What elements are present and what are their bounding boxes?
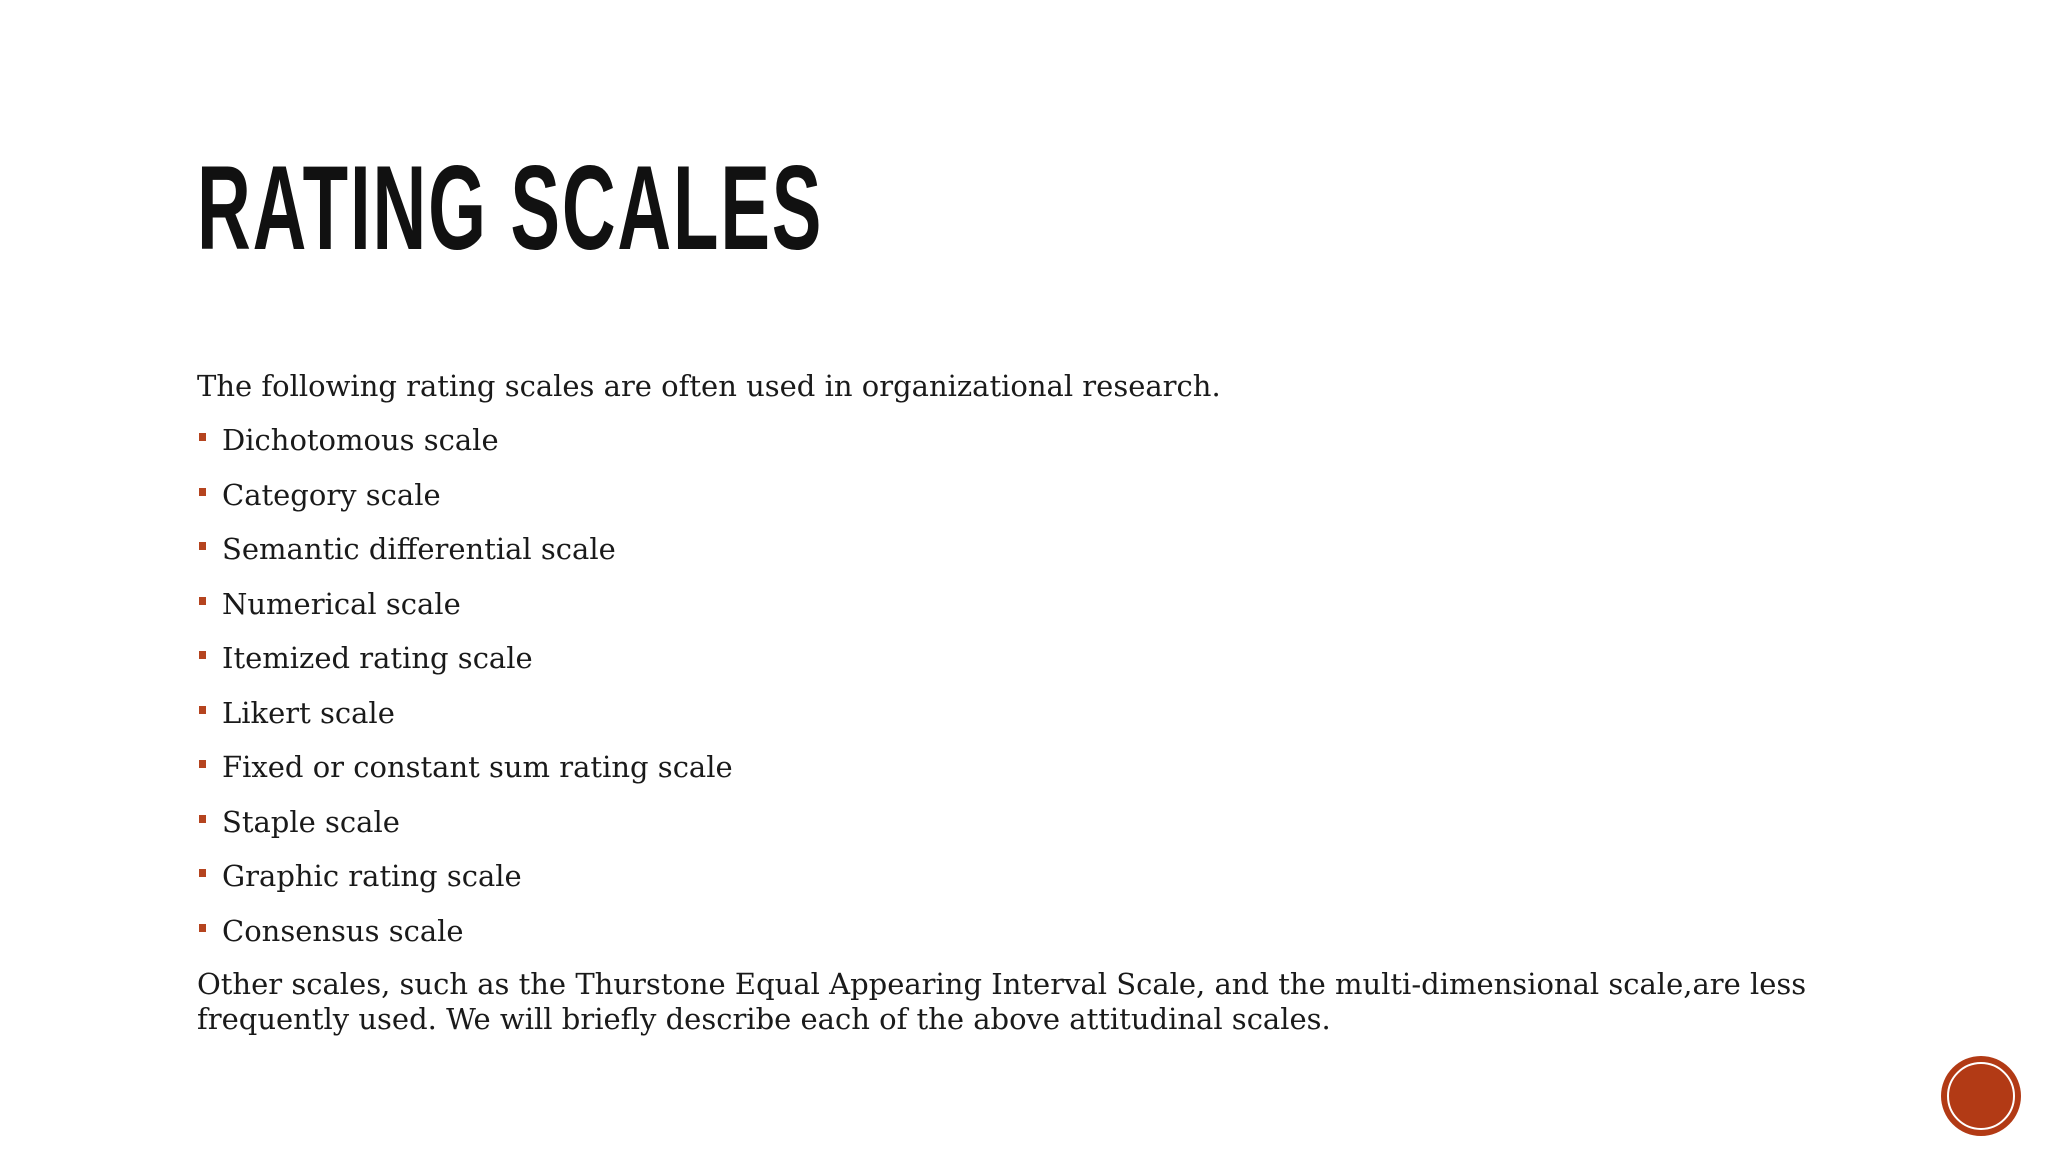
square-bullet-icon bbox=[199, 815, 206, 823]
bullet-list bbox=[197, 420, 1837, 965]
slide-body bbox=[197, 366, 1837, 1037]
bullet-text: Numerical scale bbox=[222, 586, 461, 621]
square-bullet-icon bbox=[199, 869, 206, 877]
bullet-text: Category scale bbox=[222, 477, 441, 512]
bullet-text: Staple scale bbox=[222, 804, 400, 839]
circle-nav-button-icon[interactable] bbox=[1943, 1058, 2019, 1134]
square-bullet-icon bbox=[199, 488, 206, 496]
bullet-text: Itemized rating scale bbox=[222, 641, 533, 675]
square-bullet-icon bbox=[199, 651, 206, 659]
bullet-text: Likert scale bbox=[222, 695, 395, 730]
list-item bbox=[197, 802, 1837, 857]
square-bullet-icon bbox=[199, 760, 206, 768]
list-item bbox=[197, 856, 1837, 911]
list-item bbox=[197, 638, 1837, 693]
square-bullet-icon bbox=[199, 597, 206, 605]
list-item bbox=[197, 420, 1837, 475]
list-item bbox=[197, 475, 1837, 530]
list-item bbox=[197, 529, 1837, 584]
square-bullet-icon bbox=[199, 706, 206, 714]
bullet-text: Semantic differential scale bbox=[222, 532, 616, 566]
list-item bbox=[197, 747, 1837, 802]
list-item bbox=[197, 911, 1837, 966]
square-bullet-icon bbox=[199, 542, 206, 550]
square-bullet-icon bbox=[199, 924, 206, 932]
nav-button-ring bbox=[1947, 1062, 2015, 1130]
outro-text: Other scales, such as the Thurstone Equal Appearing Interval Scale, and the multi-dimensional scale,are less frequently used. We will briefly describe each of the above attitudinal scales. bbox=[197, 967, 1807, 1036]
square-bullet-icon bbox=[199, 433, 206, 441]
bullet-text: Graphic rating scale bbox=[222, 859, 522, 893]
bullet-text: Fixed or constant sum rating scale bbox=[222, 750, 733, 784]
bullet-text: Consensus scale bbox=[222, 913, 464, 948]
bullet-text: Dichotomous scale bbox=[222, 423, 499, 457]
intro-text: The following rating scales are often used in organizational research. bbox=[197, 369, 1221, 403]
list-item bbox=[197, 584, 1837, 639]
slide-title: RATING SCALES bbox=[197, 141, 824, 275]
list-item bbox=[197, 693, 1837, 748]
